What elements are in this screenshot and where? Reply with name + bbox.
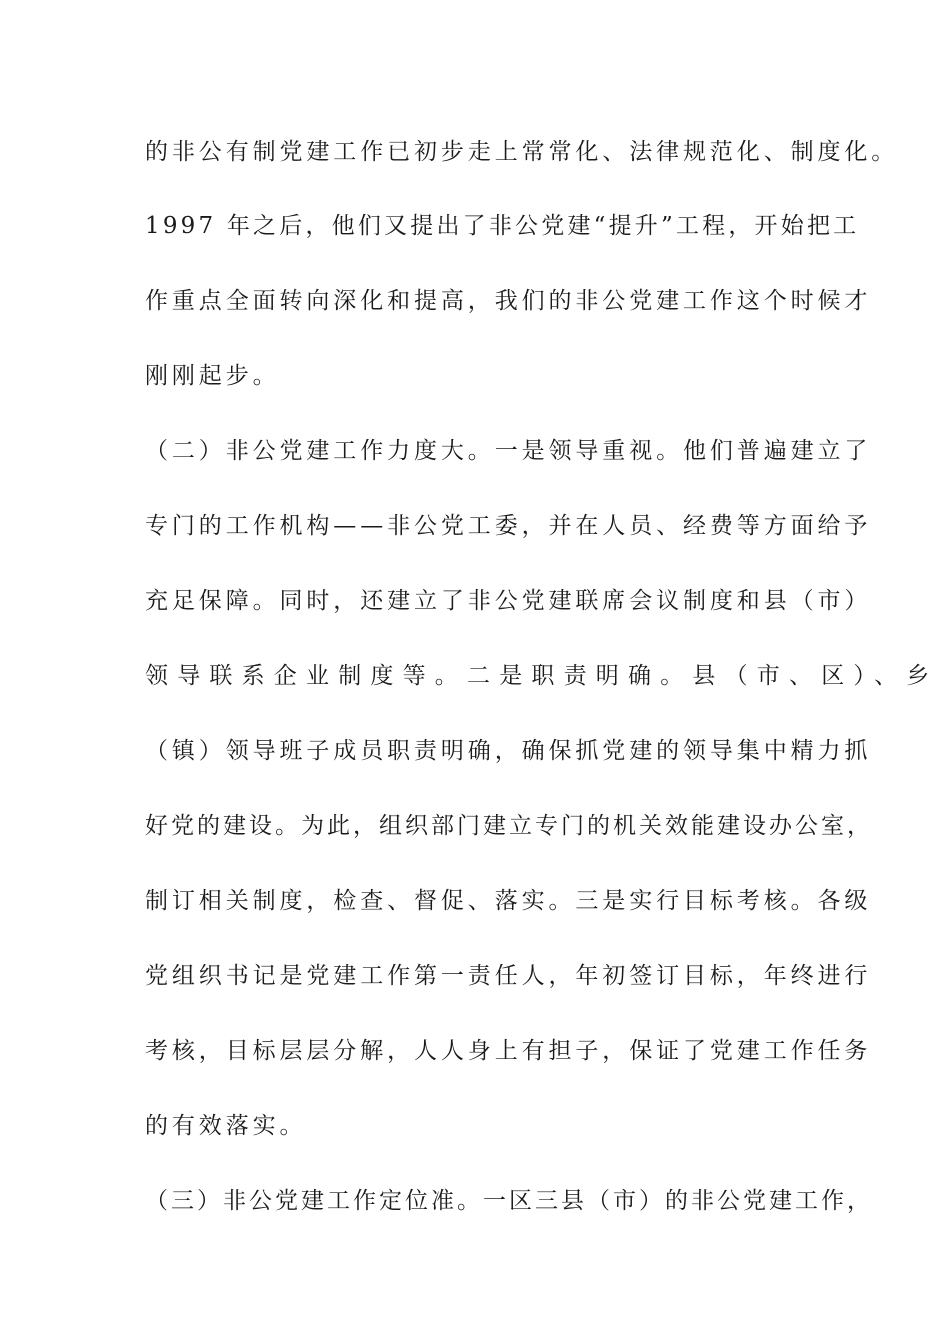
text-line-7: 充足保障。同时，还建立了非公党建联席会议制度和县（市） <box>145 588 872 614</box>
text-line-15: （三）非公党建工作定位准。一区三县（市）的非公党建工作， <box>145 1188 873 1214</box>
text-line-6: 专门的工作机构——非公党工委，并在人员、经费等方面给予 <box>145 513 872 539</box>
text-line-5: （二）非公党建工作力度大。一是领导重视。他们普遍建立了 <box>145 438 872 464</box>
text-line-13: 考核，目标层层分解，人人身上有担子，保证了党建工作任务 <box>145 1038 872 1064</box>
text-line-4: 刚刚起步。 <box>145 363 280 389</box>
text-line-2: 1997 年之后，他们又提出了非公党建“提升”工程，开始把工 <box>145 213 860 239</box>
text-line-9: （镇）领导班子成员职责明确，确保抓党建的领导集中精力抓 <box>145 738 872 764</box>
text-line-8: 领导联系企业制度等。二是职责明确。县（市、区）、乡 <box>145 663 939 689</box>
text-line-10: 好党的建设。为此，组织部门建立专门的机关效能建设办公室， <box>145 813 873 839</box>
text-line-12: 党组织书记是党建工作第一责任人，年初签订目标，年终进行 <box>145 963 872 989</box>
text-line-1: 的非公有制党建工作已初步走上常常化、法律规范化、制度化。 <box>145 139 899 165</box>
text-line-3: 作重点全面转向深化和提高，我们的非公党建工作这个时候才 <box>145 288 872 314</box>
text-line-11: 制订相关制度，检查、督促、落实。三是实行目标考核。各级 <box>145 888 872 914</box>
text-line-14: 的有效落实。 <box>145 1113 307 1139</box>
